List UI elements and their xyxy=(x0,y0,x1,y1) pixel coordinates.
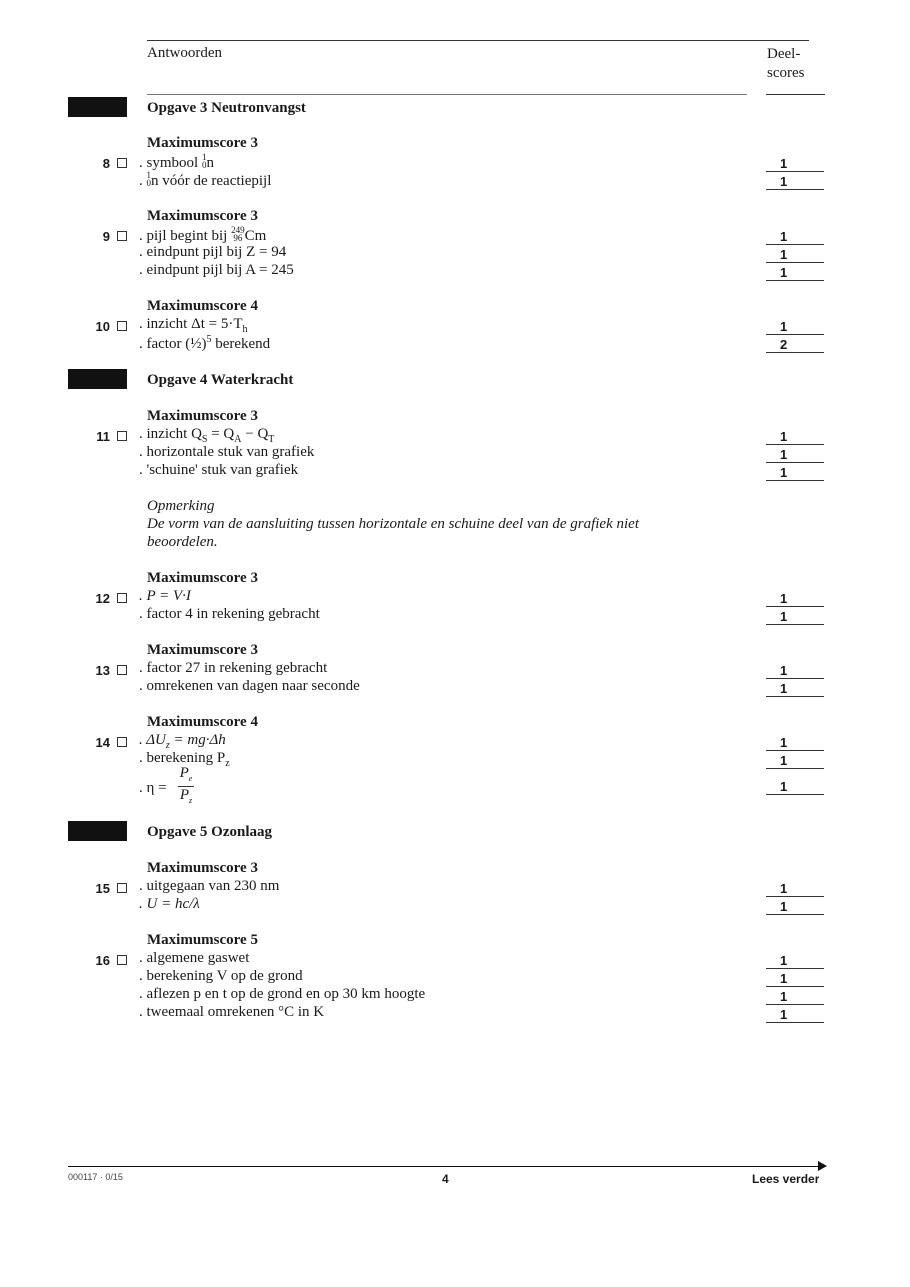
checkbox-icon[interactable] xyxy=(117,231,127,241)
answer-8-2-text: n vóór de reactiepijl xyxy=(151,173,272,189)
answer-16-1: . algemene gaswet xyxy=(139,950,250,966)
checkbox-icon[interactable] xyxy=(117,593,127,603)
answer-16-3: . aflezen p en t op de grond en op 30 km hoogte xyxy=(139,986,426,1002)
answer-14-3: . η = xyxy=(139,780,167,796)
score-16-1: 1 xyxy=(766,953,824,969)
max-score-13: Maximumscore 3 xyxy=(147,642,258,658)
header-partial-line1: Deel- xyxy=(767,46,801,62)
nuclide-notation: 249 96 xyxy=(231,225,245,243)
score-16-4: 1 xyxy=(766,1007,824,1023)
answer-8-2: . 1 0n vóór de reactiepijl xyxy=(139,170,272,189)
answer-13-2: . omrekenen van dagen naar seconde xyxy=(139,678,360,694)
answer-12-1: . P = V·I xyxy=(139,588,191,604)
score-11-1: 1 xyxy=(766,429,824,445)
question-number-15: 15 xyxy=(95,881,110,896)
score-11-2: 1 xyxy=(766,447,824,463)
next-page-arrow-icon xyxy=(818,1161,827,1171)
section-marker xyxy=(68,97,127,117)
answer-13-1: . factor 27 in rekening gebracht xyxy=(139,660,328,676)
checkbox-icon[interactable] xyxy=(117,158,127,168)
section-title-5: Opgave 5 Ozonlaag xyxy=(147,824,273,840)
page-number: 4 xyxy=(442,1172,449,1183)
max-score-16: Maximumscore 5 xyxy=(147,932,258,948)
score-9-1: 1 xyxy=(766,229,824,245)
score-9-3: 1 xyxy=(766,265,824,281)
score-8-1: 1 xyxy=(766,156,824,172)
section-title-4: Opgave 4 Waterkracht xyxy=(147,372,294,388)
question-number-11: 11 xyxy=(96,429,110,444)
answer-11-3: . 'schuine' stuk van grafiek xyxy=(139,462,299,478)
answer-14-1: . $\Delta U_z = mg\cdot\Delta h$ xyxy=(139,732,226,751)
nuclide-notation: 1 0 xyxy=(201,152,207,170)
max-score-14: Maximumscore 4 xyxy=(147,714,258,730)
answer-9-2: . eindpunt pijl bij Z = 94 xyxy=(139,244,287,260)
answer-14-2: . berekening $P_z$ xyxy=(139,750,230,769)
note-line-1: De vorm van de aansluiting tussen horizontale en schuine deel van de grafiek niet xyxy=(147,516,639,532)
score-10-1: 1 xyxy=(766,319,824,335)
answer-12-2: . factor 4 in rekening gebracht xyxy=(139,606,320,622)
max-score-15: Maximumscore 3 xyxy=(147,860,258,876)
nuclide-notation: 1 0 xyxy=(146,170,151,188)
checkbox-icon[interactable] xyxy=(117,737,127,747)
max-score-8: Maximumscore 3 xyxy=(147,135,258,151)
max-score-11: Maximumscore 3 xyxy=(147,408,258,424)
answer-10-2: . factor (½)$^5$ berekend xyxy=(139,334,271,352)
score-15-2: 1 xyxy=(766,899,824,915)
score-11-3: 1 xyxy=(766,465,824,481)
question-number-8: 8 xyxy=(102,156,110,171)
answer-16-4: . tweemaal omrekenen °C in K xyxy=(139,1004,325,1020)
answer-9-1-text: . pijl begint bij xyxy=(139,228,228,244)
curium-symbol: Cm xyxy=(244,228,267,244)
score-13-2: 1 xyxy=(766,681,824,697)
footer-code: 000117 · 0/15 xyxy=(68,1172,123,1182)
checkbox-icon[interactable] xyxy=(117,883,127,893)
answer-16-2: . berekening V op de grond xyxy=(139,968,303,984)
question-number-13: 13 xyxy=(95,663,110,678)
answer-10-1-text: . inzicht Δt = 5·T xyxy=(139,316,243,332)
header-rule-left xyxy=(147,94,747,95)
score-13-1: 1 xyxy=(766,663,824,679)
header-partial-line2: scores xyxy=(767,65,805,81)
score-14-2: 1 xyxy=(766,753,824,769)
note-line-2: beoordelen. xyxy=(147,534,218,550)
max-score-12: Maximumscore 3 xyxy=(147,570,258,586)
question-number-12: 12 xyxy=(95,591,110,606)
question-number-10: 10 xyxy=(95,319,110,334)
score-12-1: 1 xyxy=(766,591,824,607)
header-answers: Antwoorden xyxy=(147,45,222,61)
header-rule-right xyxy=(766,94,825,95)
score-16-3: 1 xyxy=(766,989,824,1005)
question-number-16: 16 xyxy=(95,953,110,968)
score-14-1: 1 xyxy=(766,735,824,751)
answer-15-2: . U = hc/λ xyxy=(139,896,200,912)
footer-rule xyxy=(68,1166,823,1167)
top-rule xyxy=(147,40,809,41)
checkbox-icon[interactable] xyxy=(117,431,127,441)
answer-9-3: . eindpunt pijl bij A = 245 xyxy=(139,262,294,278)
answer-11-1: . inzicht $Q_S = Q_A - Q_T$ xyxy=(139,426,275,445)
neutron-symbol: n xyxy=(206,155,214,171)
section-marker xyxy=(68,369,127,389)
question-number-9: 9 xyxy=(102,229,110,244)
score-8-2: 1 xyxy=(766,174,824,190)
section-marker xyxy=(68,821,127,841)
note-title: Opmerking xyxy=(147,498,215,514)
fraction-denominator: $P_z$ xyxy=(178,786,194,809)
fraction-numerator: $P_e$ xyxy=(179,765,193,783)
answer-10-1: . inzicht $\Delta t = 5\cdot T_h$ xyxy=(139,316,248,335)
score-10-2: 2 xyxy=(766,337,824,353)
max-score-10: Maximumscore 4 xyxy=(147,298,258,314)
question-number-14: 14 xyxy=(95,735,110,750)
score-16-2: 1 xyxy=(766,971,824,987)
answer-11-2: . horizontale stuk van grafiek xyxy=(139,444,315,460)
checkbox-icon[interactable] xyxy=(117,321,127,331)
header-partial-scores xyxy=(767,45,805,83)
section-title-3: Opgave 3 Neutronvangst xyxy=(147,100,306,116)
answer-9-1 xyxy=(139,226,266,245)
answer-8-1-text: . symbool xyxy=(139,155,199,171)
checkbox-icon[interactable] xyxy=(117,955,127,965)
checkbox-icon[interactable] xyxy=(117,665,127,675)
continue-label: Lees verder xyxy=(752,1172,820,1183)
max-score-9: Maximumscore 3 xyxy=(147,208,258,224)
score-12-2: 1 xyxy=(766,609,824,625)
score-14-3: 1 xyxy=(766,779,824,795)
efficiency-fraction xyxy=(178,765,194,809)
answer-15-1: . uitgegaan van 230 nm xyxy=(139,878,280,894)
score-9-2: 1 xyxy=(766,247,824,263)
score-15-1: 1 xyxy=(766,881,824,897)
